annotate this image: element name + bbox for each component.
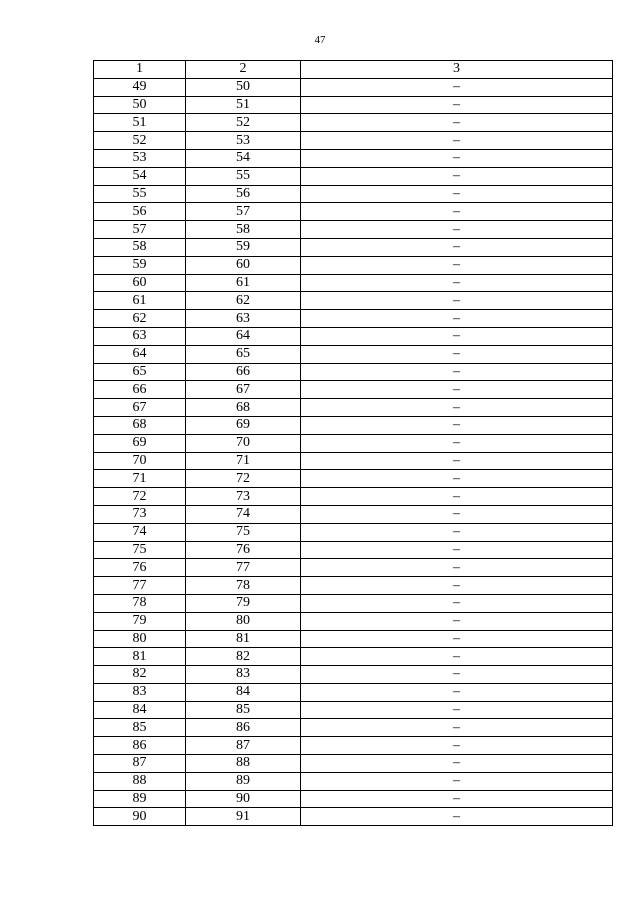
table-cell-col-1: 83: [94, 683, 186, 701]
table-cell-col-3: –: [301, 523, 613, 541]
table-cell-col-2: 68: [186, 399, 301, 417]
table-cell-col-2: 90: [186, 790, 301, 808]
column-header-3: 3: [301, 61, 613, 79]
table-row: [94, 541, 613, 559]
table-cell-col-2: 57: [186, 203, 301, 221]
table-cell-col-2: 70: [186, 434, 301, 452]
table-cell-col-3: –: [301, 416, 613, 434]
table-cell-col-3: –: [301, 808, 613, 826]
table-cell-col-2: 84: [186, 683, 301, 701]
table-cell-col-2: 85: [186, 701, 301, 719]
table-cell-col-3: –: [301, 274, 613, 292]
table-cell-col-1: 81: [94, 648, 186, 666]
table-cell-col-2: 81: [186, 630, 301, 648]
table-cell-col-3: –: [301, 772, 613, 790]
table-cell-col-1: 77: [94, 577, 186, 595]
table-cell-col-1: 79: [94, 612, 186, 630]
table-cell-col-1: 52: [94, 132, 186, 150]
data-table: [93, 60, 613, 826]
table-row: [94, 505, 613, 523]
table-cell-col-1: 85: [94, 719, 186, 737]
table-cell-col-3: –: [301, 488, 613, 506]
table-cell-col-3: –: [301, 719, 613, 737]
table-cell-col-3: –: [301, 221, 613, 239]
table-cell-col-1: 68: [94, 416, 186, 434]
table-row: [94, 399, 613, 417]
table-cell-col-3: –: [301, 648, 613, 666]
table-cell-col-2: 59: [186, 238, 301, 256]
table-cell-col-2: 51: [186, 96, 301, 114]
table-row: [94, 327, 613, 345]
table-cell-col-1: 69: [94, 434, 186, 452]
table-header-row: [94, 61, 613, 79]
table-cell-col-1: 55: [94, 185, 186, 203]
table-cell-col-3: –: [301, 612, 613, 630]
table-row: [94, 203, 613, 221]
table-row: [94, 683, 613, 701]
table-row: [94, 701, 613, 719]
table-cell-col-1: 62: [94, 310, 186, 328]
table-cell-col-1: 63: [94, 327, 186, 345]
table-cell-col-3: –: [301, 559, 613, 577]
table-row: [94, 363, 613, 381]
table-cell-col-3: –: [301, 238, 613, 256]
table-cell-col-2: 61: [186, 274, 301, 292]
table-cell-col-2: 71: [186, 452, 301, 470]
table-row: [94, 238, 613, 256]
table-cell-col-2: 83: [186, 666, 301, 684]
table-cell-col-3: –: [301, 470, 613, 488]
table-cell-col-3: –: [301, 149, 613, 167]
table-cell-col-3: –: [301, 577, 613, 595]
table-cell-col-2: 56: [186, 185, 301, 203]
table-cell-col-2: 77: [186, 559, 301, 577]
table-row: [94, 523, 613, 541]
table-row: [94, 149, 613, 167]
table-cell-col-3: –: [301, 505, 613, 523]
table-cell-col-3: –: [301, 203, 613, 221]
table-cell-col-2: 72: [186, 470, 301, 488]
table-cell-col-2: 80: [186, 612, 301, 630]
table-cell-col-1: 90: [94, 808, 186, 826]
table-cell-col-1: 74: [94, 523, 186, 541]
table-cell-col-3: –: [301, 310, 613, 328]
table-row: [94, 274, 613, 292]
table-cell-col-1: 82: [94, 666, 186, 684]
table-cell-col-3: –: [301, 594, 613, 612]
table-cell-col-2: 63: [186, 310, 301, 328]
table-cell-col-2: 55: [186, 167, 301, 185]
table-cell-col-1: 71: [94, 470, 186, 488]
table-cell-col-2: 54: [186, 149, 301, 167]
table-row: [94, 594, 613, 612]
table-row: [94, 434, 613, 452]
table-cell-col-3: –: [301, 701, 613, 719]
table-row: [94, 719, 613, 737]
table-cell-col-1: 57: [94, 221, 186, 239]
table-row: [94, 470, 613, 488]
table-cell-col-3: –: [301, 132, 613, 150]
table-cell-col-3: –: [301, 452, 613, 470]
table-row: [94, 132, 613, 150]
page-number: 47: [314, 34, 326, 46]
table-cell-col-1: 70: [94, 452, 186, 470]
table-cell-col-3: –: [301, 666, 613, 684]
table-row: [94, 772, 613, 790]
table-row: [94, 452, 613, 470]
table-cell-col-1: 73: [94, 505, 186, 523]
table-cell-col-1: 76: [94, 559, 186, 577]
table-cell-col-2: 66: [186, 363, 301, 381]
table-cell-col-3: –: [301, 381, 613, 399]
table-cell-col-3: –: [301, 541, 613, 559]
table-cell-col-3: –: [301, 114, 613, 132]
table-cell-col-3: –: [301, 630, 613, 648]
table-cell-col-1: 56: [94, 203, 186, 221]
table-cell-col-3: –: [301, 434, 613, 452]
table-cell-col-1: 86: [94, 737, 186, 755]
table-cell-col-1: 88: [94, 772, 186, 790]
table-cell-col-2: 78: [186, 577, 301, 595]
table-cell-col-1: 66: [94, 381, 186, 399]
table-row: [94, 221, 613, 239]
table-cell-col-2: 52: [186, 114, 301, 132]
table-cell-col-2: 65: [186, 345, 301, 363]
table-body: [94, 78, 613, 825]
table-cell-col-3: –: [301, 790, 613, 808]
table-cell-col-3: –: [301, 683, 613, 701]
table-row: [94, 559, 613, 577]
table-cell-col-3: –: [301, 185, 613, 203]
table-cell-col-2: 50: [186, 78, 301, 96]
table-row: [94, 577, 613, 595]
table-cell-col-1: 50: [94, 96, 186, 114]
table-row: [94, 310, 613, 328]
table-cell-col-2: 62: [186, 292, 301, 310]
table-cell-col-1: 72: [94, 488, 186, 506]
table-row: [94, 488, 613, 506]
table-cell-col-1: 60: [94, 274, 186, 292]
table-cell-col-2: 74: [186, 505, 301, 523]
table-cell-col-2: 73: [186, 488, 301, 506]
table-row: [94, 648, 613, 666]
table-cell-col-3: –: [301, 292, 613, 310]
table-cell-col-1: 78: [94, 594, 186, 612]
table-row: [94, 78, 613, 96]
table-cell-col-2: 67: [186, 381, 301, 399]
table-cell-col-2: 79: [186, 594, 301, 612]
table-cell-col-2: 89: [186, 772, 301, 790]
table-row: [94, 666, 613, 684]
table-cell-col-1: 75: [94, 541, 186, 559]
table-cell-col-2: 75: [186, 523, 301, 541]
column-header-1: 1: [94, 61, 186, 79]
table-cell-col-3: –: [301, 363, 613, 381]
table-cell-col-2: 58: [186, 221, 301, 239]
table-cell-col-1: 84: [94, 701, 186, 719]
table-cell-col-3: –: [301, 755, 613, 773]
table-cell-col-3: –: [301, 256, 613, 274]
table-cell-col-1: 59: [94, 256, 186, 274]
table-cell-col-3: –: [301, 78, 613, 96]
table-row: [94, 114, 613, 132]
table-cell-col-1: 51: [94, 114, 186, 132]
table-cell-col-1: 87: [94, 755, 186, 773]
table-row: [94, 345, 613, 363]
table-cell-col-1: 89: [94, 790, 186, 808]
table-cell-col-2: 87: [186, 737, 301, 755]
table-cell-col-3: –: [301, 737, 613, 755]
table-row: [94, 381, 613, 399]
table-cell-col-2: 76: [186, 541, 301, 559]
table-row: [94, 755, 613, 773]
table-cell-col-3: –: [301, 96, 613, 114]
table-cell-col-3: –: [301, 167, 613, 185]
table-cell-col-1: 58: [94, 238, 186, 256]
table-row: [94, 808, 613, 826]
table-row: [94, 292, 613, 310]
table-cell-col-2: 69: [186, 416, 301, 434]
table-row: [94, 630, 613, 648]
table-cell-col-1: 67: [94, 399, 186, 417]
table-row: [94, 612, 613, 630]
table-cell-col-1: 54: [94, 167, 186, 185]
table-cell-col-1: 65: [94, 363, 186, 381]
table-cell-col-3: –: [301, 327, 613, 345]
table-row: [94, 167, 613, 185]
table-cell-col-2: 86: [186, 719, 301, 737]
table-cell-col-2: 64: [186, 327, 301, 345]
table-cell-col-3: –: [301, 399, 613, 417]
table-cell-col-1: 53: [94, 149, 186, 167]
table-cell-col-2: 82: [186, 648, 301, 666]
table-row: [94, 185, 613, 203]
table-row: [94, 96, 613, 114]
table-cell-col-1: 49: [94, 78, 186, 96]
table-cell-col-2: 88: [186, 755, 301, 773]
table-cell-col-3: –: [301, 345, 613, 363]
table-row: [94, 256, 613, 274]
column-header-2: 2: [186, 61, 301, 79]
table-row: [94, 737, 613, 755]
table-cell-col-2: 91: [186, 808, 301, 826]
table-cell-col-1: 64: [94, 345, 186, 363]
table-cell-col-2: 53: [186, 132, 301, 150]
table-cell-col-1: 61: [94, 292, 186, 310]
table-row: [94, 790, 613, 808]
table-cell-col-1: 80: [94, 630, 186, 648]
table-row: [94, 416, 613, 434]
table-cell-col-2: 60: [186, 256, 301, 274]
